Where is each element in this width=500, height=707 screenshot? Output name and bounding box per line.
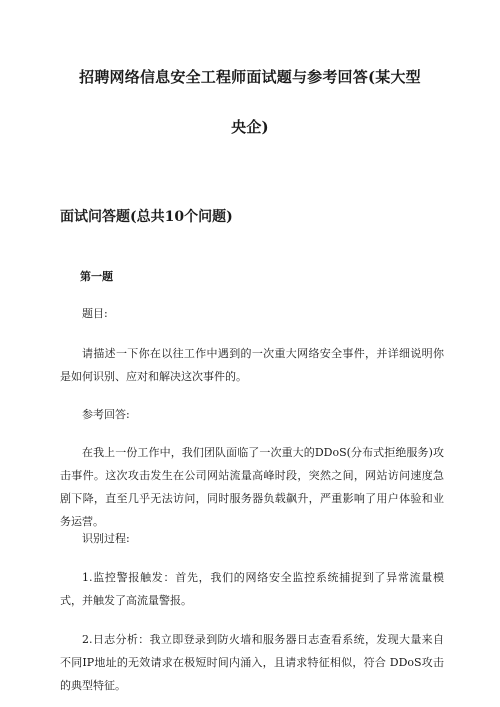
- answer-label: 参考回答:: [82, 408, 130, 421]
- section-heading: 面试问答题(总共10个问题): [60, 209, 233, 225]
- question-label: 题目:: [82, 307, 108, 320]
- document-title-line-1: 招聘网络信息安全工程师面试题与参考回答(某大型: [79, 68, 421, 86]
- identification-label: 识别过程:: [82, 532, 130, 545]
- question-text: 请描述一下你在以往工作中遇到的一次重大网络安全事件，并详细说明你是如何识别、应对和解决这次事件的。: [60, 347, 444, 383]
- question-heading: 第一题: [80, 270, 113, 283]
- answer-intro-paragraph: 在我上一份工作中，我们团队面临了一次重大的DDoS(分布式拒绝服务)攻击事件。这次攻击发生在公司网站流量高峰时段，突然之间，网站访问速度急剧下降，直至几乎无法访问，同时服务器负载飙升，严重影响了用户体验和业务运营。: [60, 446, 444, 528]
- step-1-paragraph: 1.监控警报触发：首先，我们的网络安全监控系统捕捉到了异常流量模式，并触发了高流量警报。: [60, 571, 444, 607]
- document-title-line-2: 央企): [231, 118, 269, 136]
- step-2-paragraph: 2.日志分析：我立即登录到防火墙和服务器日志查看系统，发现大量来自不同IP地址的无效请求在极短时间内涌入，且请求特征相似，符合 DDoS攻击的典型特征。: [60, 633, 444, 692]
